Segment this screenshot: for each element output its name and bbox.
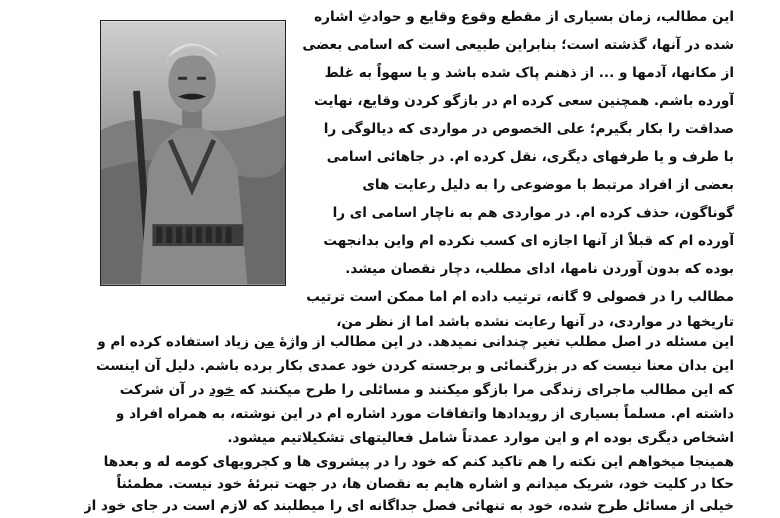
text-line	[97, 330, 734, 354]
text-line: حکا در کلیت خود، شریک میدانم و اشاره هایم به نقصان ها، در جهت تبرئهٔ خود نیست. مطمئناً	[116, 476, 734, 492]
text-line: اشخاص دیگری بوده ام و این موارد عمدتاً شامل فعالیتهای تشکیلاتیم میشود.	[227, 430, 734, 446]
text-line: این مطالب، زمان بسیاری از مقطع وقوع وقایع و حوادثِ اشاره	[314, 9, 734, 25]
text-line: داشته ام. مسلماً بسیاری از رویدادها واتفاقات مورد اشاره ام در این نوشته، به همراه افراد و	[115, 406, 734, 422]
portrait-photo	[100, 20, 286, 286]
text-segment: زیاد استفاده کرده ام و	[97, 334, 250, 350]
text-segment: این مسئله در اصل مطلب تغیر چندانی نمیدهد. در این مطالب از واژهٔ	[279, 334, 734, 350]
underlined-word: من	[253, 334, 275, 350]
text-line: گوناگون، حذف کرده ام. در مواردی هم به ناچار اسامی ای را	[332, 205, 734, 221]
text-line: با طرف و یا طرفهای دیگری، نقل کرده ام. در جاهائی اسامی	[326, 149, 734, 165]
text-line: این بدان معنا نیست که در بزرگنمائی و برجسته کردن خود عمدی بکار برده باشم. دلیل آن اینست	[96, 358, 734, 374]
text-line: شده در آنها، گذشته است؛ بنابراین طبیعی است که اسامی بعضی	[302, 37, 734, 53]
text-line: بوده که بدون آوردن نامها، ادای مطلب، دچار نقصان میشد.	[345, 261, 734, 277]
text-line: تاریخها در مواردی، در آنها رعایت نشده باشد اما از نظر من،	[336, 314, 734, 330]
text-line: از مکانها، آدمها و ... از ذهنم پاک شده باشد و یا سهواً به غلط	[324, 65, 734, 81]
portrait-photo-icon	[101, 21, 285, 285]
text-line: خیلی از مسائل طرح شده، خود به تنهائی فصل جداگانه ای را میطلبند که لازم است در جای خود از	[83, 498, 734, 514]
text-line: همینجا میخواهم این نکته را هم تاکید کنم که خود را در پیشروی ها و کجرویهای کومه له و بعدها	[103, 454, 734, 470]
underlined-word: خود	[209, 382, 235, 398]
text-segment: که این مطالب ماجرای زندگی مرا بازگو میکنند و مسائلی را طرح میکنند که	[239, 382, 734, 398]
text-line: آورده باشم. همچنین سعی کرده ام در بازگو کردن وقایع، نهایت	[314, 93, 734, 109]
text-line: مطالب را در فصولی 9 گانه، ترتیب داده ام اما ممکن است ترتیب	[306, 289, 734, 305]
text-line: بعضی از افراد مرتبط با موضوعی را به دلیل رعایت های	[362, 177, 734, 193]
text-line: صداقت را بکار بگیرم؛ علی الخصوص در مواردی که دیالوگی را	[323, 121, 734, 137]
text-line: آورده ام که قبلاً از آنها اجازه ای کسب نکرده ام واین بدانجهت	[323, 233, 734, 249]
text-segment: در آن شرکت	[119, 382, 205, 398]
text-line	[120, 378, 734, 402]
